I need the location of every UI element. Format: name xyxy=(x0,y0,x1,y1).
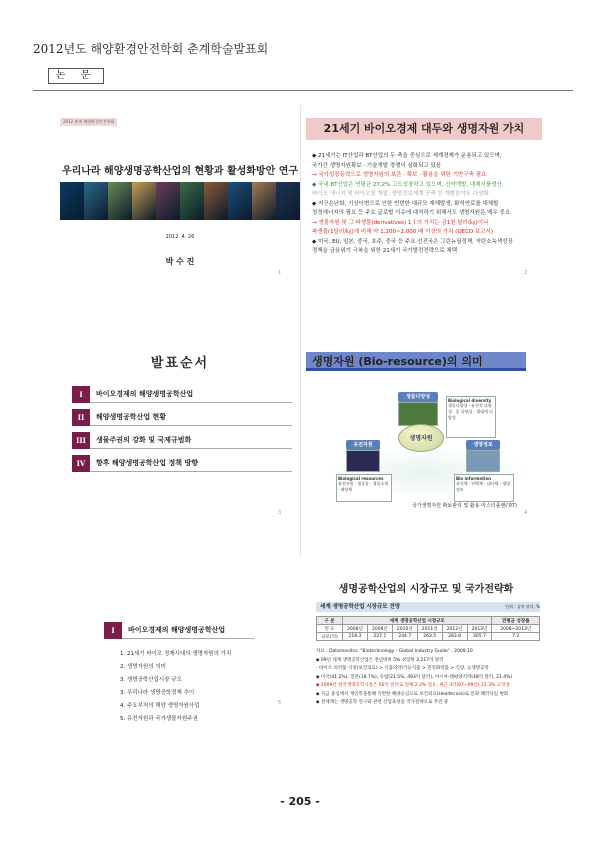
table-cell: 244.7 xyxy=(392,633,417,641)
marine-photo xyxy=(156,182,180,220)
table-cell: 2010년 xyxy=(392,625,417,633)
note-line: ◆ 미국(41.2%), 일본(18.7%), 유럽(21.5%, 493억 달러), 아시아-태평양지역(48억 달러, 21.4%) xyxy=(316,674,513,680)
marine-photo xyxy=(108,182,132,220)
author-name: 박 수 진 xyxy=(165,257,195,266)
agenda-item xyxy=(72,386,292,403)
marine-photo xyxy=(228,182,252,220)
bio-information-photo xyxy=(466,450,500,472)
slide-heading: 생명자원 (Bio-resource)의 의미 xyxy=(306,352,526,371)
bio-resource-center: 생명자원 xyxy=(398,424,444,452)
note-line: - 바이오 의약품 시장(보건의료) > 식품의약/기능식품 > 전연화장품 > 식량, 농생명공학 xyxy=(316,666,489,671)
marine-photo xyxy=(276,182,300,220)
table-cell: 263.5 xyxy=(417,633,442,641)
table-cell: 305.7 xyxy=(467,633,492,641)
table-cell: 2008~2013년 xyxy=(492,625,540,633)
table-cell: 227.1 xyxy=(367,633,392,641)
table-cell: 7.2 xyxy=(492,633,540,641)
slide-bio-resource xyxy=(306,352,546,516)
table-row xyxy=(317,625,540,633)
roman-numeral: I xyxy=(104,622,122,639)
conference-label: 2012 춘계 해양환경안전학회 xyxy=(60,118,117,126)
section-item: 2. 생명자원의 의미 xyxy=(120,664,166,670)
section-item: 3. 생명공학산업시장 규모 xyxy=(120,677,182,683)
box-body: 유전체 · 단백체 · 대사체 · 생명정보 xyxy=(456,481,510,492)
marine-photo xyxy=(252,182,276,220)
agenda-label: 바이오경제의 해양생명공학산업 xyxy=(90,386,292,403)
table-cell: 규모(억) xyxy=(317,633,343,641)
slide-page-number: 5 xyxy=(278,700,282,706)
table-cell: 218.3 xyxy=(343,633,368,641)
roman-numeral: I xyxy=(72,386,90,403)
bio-information-box xyxy=(454,474,514,502)
marine-photo xyxy=(132,182,156,220)
bullet-line: ◆ 지구온난화, 기상이변으로 인한 빈번한 대규모 재해발생, 화석연료를 대체할 xyxy=(312,200,499,207)
box-title: Biological diversity xyxy=(448,398,492,403)
marine-photo xyxy=(60,182,84,220)
source-note: 국가생명자원 확보관리 및 활용 마스터플랜('07) xyxy=(412,503,517,509)
agenda-item xyxy=(72,409,292,426)
slide-page-number: 1 xyxy=(278,270,282,276)
table-header-cell: 세계 생명공학산업 시장규모 xyxy=(343,617,492,625)
table-cell: 2013년 xyxy=(467,625,492,633)
roman-numeral: III xyxy=(72,432,90,449)
slide-title xyxy=(60,118,300,278)
bullet-list xyxy=(312,152,542,257)
section-item: 5. 유전자원과 국가생물자원주권 xyxy=(120,716,198,722)
table-row xyxy=(317,633,540,641)
table-header-row xyxy=(317,617,540,625)
section-item-list xyxy=(120,648,231,726)
marine-photo xyxy=(180,182,204,220)
bullet-line: ◆ 21세기는 IT산업과 BT산업의 두 축을 중심으로 세계경제가 운용되고 있으며, xyxy=(312,153,502,159)
page-number: - 205 - xyxy=(280,795,320,808)
genetic-resource-photo xyxy=(346,450,380,472)
bullet-line: 청정에너지의 필요 등 주요 글로벌 이슈에 대처하기 위해서도 생명자원은 매우 중요 xyxy=(312,210,511,216)
box-title: Bio information xyxy=(456,476,491,481)
journal-header: 2012년도 해양환경안전학회 춘계학술발표회 xyxy=(33,42,269,56)
table-cell: 연 도 xyxy=(317,625,343,633)
bullet-line: → 국가성장동력으로 생명자원의 보존 · 확보 · 활용을 위한 기반구축 필요 xyxy=(312,172,487,178)
section-item: 3. 우리나라 생명공학정책 추이 xyxy=(120,690,195,696)
table-cell: 2011년 xyxy=(417,625,442,633)
table-header-cell: 구 분 xyxy=(317,617,343,625)
slide-bio-economy xyxy=(306,118,546,278)
biodiversity-tab: 생물다양성 xyxy=(398,392,438,402)
genetic-resource-tab: 유전자원 xyxy=(346,440,380,450)
section-item: 1. 21세기 바이오 경제시대의 생명자원의 가치 xyxy=(120,651,232,657)
table-cell: 2009년 xyxy=(367,625,392,633)
biodiversity-photo xyxy=(398,402,438,426)
section-item: 4. 주요부처의 해양 생명자원사업 xyxy=(120,703,200,709)
note-line: ◆ 2009년 한국생명공학시장은 56억 달러로 전체 2.2% 점유, 최근 3년(07~09년) 21.3% 고성장 xyxy=(316,683,510,688)
box-body: 생물다양성 · 유전적 다양성 · 종 다양성 · 생태계 다양성 xyxy=(448,403,493,420)
slide-heading: 생명공학산업의 시장규모 및 국가전략화 xyxy=(338,584,514,595)
slide-page-number: 3 xyxy=(278,510,282,516)
agenda-label: 생물주권의 강화 및 국제규범화 xyxy=(90,432,292,449)
slide-agenda xyxy=(60,352,300,516)
box-title: Biological resources xyxy=(338,476,384,481)
market-notes xyxy=(316,648,542,708)
roman-numeral: IV xyxy=(72,455,90,472)
market-size-table xyxy=(316,616,540,641)
note-line: ◆ 전세계는 생명공학 연구와 관련 산업육성을 국가전략으로 추진 중 xyxy=(316,700,449,705)
table-cell: 2008년 xyxy=(343,625,368,633)
agenda-item xyxy=(72,432,292,449)
bio-information-tab: 생명정보 xyxy=(466,440,500,450)
marine-photo xyxy=(84,182,108,220)
agenda-label: 해양생명공학산업 현황 xyxy=(90,409,292,426)
slide-page-number: 2 xyxy=(524,270,528,276)
section-heading xyxy=(104,622,254,639)
table-caption: 세계 생명공학산업 시장규모 전망 xyxy=(316,602,540,612)
presentation-date: 2012. 4. 26 xyxy=(165,234,195,240)
table-cell: 2012년 xyxy=(442,625,467,633)
bullet-line: ◆ 미국, EU, 일본, 중국, 호주, 중국 등 주요 선진국은 그린뉴딜정책, 저탄소녹색성장 xyxy=(312,238,513,245)
note-line: ◆ 지금 중심에서 게인복을통해 기반한 해양응심으로 보건의료(Healthcare)로 문화 패러다임 변화 xyxy=(316,691,509,697)
section-label: 바이오경제의 해양생명공학산업 xyxy=(122,622,254,639)
bullet-line: ◆ 국내 BT산업은 연평균 27.2% 고도성장하고 있으며, 신약개발, 대체식품생산, xyxy=(312,181,504,188)
header-rule xyxy=(33,90,573,91)
presentation-title: 우리나라 해양생명공학산업의 현황과 활성화방안 연구 xyxy=(61,166,299,177)
paper-type-tag: 논 문 xyxy=(48,68,104,84)
table-header-cell: 연평균 성장률 xyxy=(492,617,540,625)
bullet-line: 파생물(1달러/㎏)에 비해 약 1,200~2,000 배 이상의 가치 (OECD 보고서) xyxy=(312,229,494,235)
bullet-line: 정책을 금융위기 극복을 위한 21세기 국가발전전략으로 채택 xyxy=(312,248,458,254)
agenda-item xyxy=(72,455,292,472)
column-divider xyxy=(300,105,301,557)
marine-photo xyxy=(204,182,228,220)
marine-photo-strip xyxy=(60,182,300,220)
note-line: ◆ 09년 세계 생명공학산업은 전년대비 5% 성장한 2,217억 달러 xyxy=(316,657,444,663)
box-body: 유전자원 · 생물종 · 생물소재 · 배양체 xyxy=(338,481,389,492)
genetic-resource-box xyxy=(336,474,392,502)
table-cell: 283.8 xyxy=(442,633,467,641)
slide-heading: 21세기 바이오경제 대두와 생명자원 가치 xyxy=(306,118,542,140)
agenda-title: 발표순서 xyxy=(150,356,210,371)
roman-numeral: II xyxy=(72,409,90,426)
biodiversity-box xyxy=(446,396,496,438)
bullet-line: 국가간 생명자원확보 · 기술개발 경쟁이 심화되고 있음 xyxy=(312,162,442,169)
unit-label: 단위 : 십억 달러, % xyxy=(505,604,540,609)
slide-page-number: 4 xyxy=(524,510,528,516)
bullet-line: → 생물자원 및 그 파생물(derivatives) 1ㅓ의 가치는 금1천 달러(㎏)이나 xyxy=(312,219,489,226)
slide-market-size xyxy=(306,580,546,730)
note-line: 자료 : Datamonitor, "Biotechnology : Global Industry Guide" , 2009.10 xyxy=(316,649,473,654)
bullet-line: 바이오 에너지 및 바이오칩 개발, 생명정보체계 구축 등 개발분야도 다양화 xyxy=(312,191,489,197)
agenda-label: 향후 해양생명공학산업 정책 방향 xyxy=(90,455,292,472)
